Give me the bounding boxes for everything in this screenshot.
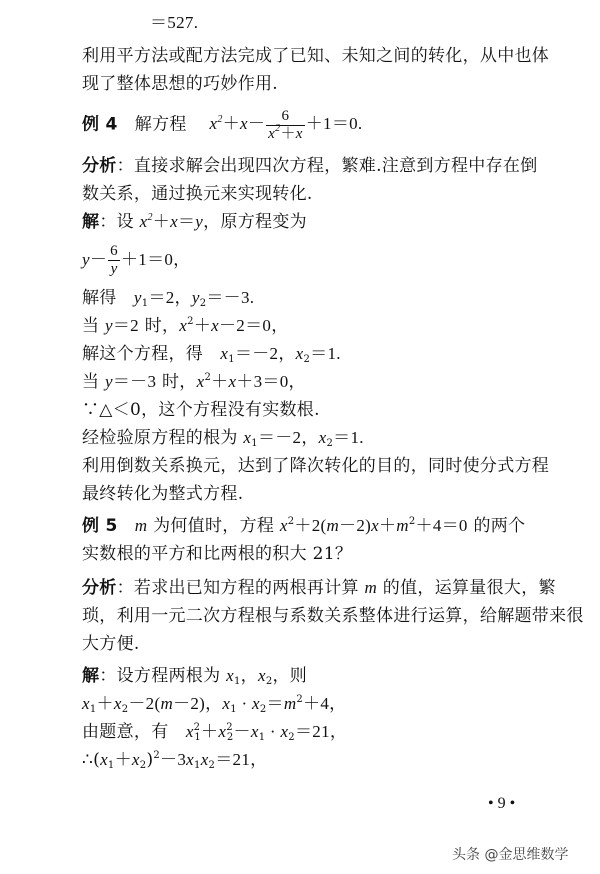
solution-line: 解：设 $x^2+x=y$，原方程变为 [82, 212, 307, 232]
equation-line: y－ $\frac{6}{y}$ ＋1＝0， [82, 243, 191, 277]
analysis-label: 分析 [82, 578, 117, 598]
vieta-line: $x_1+x_2-2(m-2)$，$x_1 \cdot x_2=m^2+4$， [82, 694, 347, 715]
analysis-line: 分析：直接求解会出现四次方程，繁难.注意到方程中存在倒 [82, 156, 538, 176]
paragraph-line: 现了整体思想的巧妙作用. [82, 74, 279, 94]
case-line: 当 y＝2 时，$x^2+x-2=0$， [82, 316, 289, 336]
therefore-line: $\therefore(x_1+x_2)^2-3x_1x_2=21$， [82, 750, 268, 771]
example-label: 例 5 [82, 516, 118, 536]
check-line: 经检验原方程的根为 $x_1=-2$，$x_2=1$. [82, 428, 364, 449]
condition-line: 由题意，有 $x^2_1+x^2_2-x_1 \cdot x_2=21$， [82, 722, 348, 743]
paragraph-line: 利用平方法或配方法完成了已知、未知之间的转化，从中也体 [82, 46, 550, 66]
solve-line: 解这个方程，得 $x_1=-2$，$x_2=1$. [82, 344, 341, 365]
paragraph-line: 最终转化为整式方程. [82, 484, 244, 504]
analysis-label: 分析 [82, 156, 117, 176]
example-label: 例 4 [82, 114, 118, 135]
paragraph-line: 实数根的平方和比两根的积大 21？ [82, 544, 353, 564]
result-line: ＝527. [150, 13, 199, 32]
solve-line: 解得 $y_1=2$，$y_2=-3$. [82, 288, 255, 309]
example-5-line: 例 5 m 为何值时，方程 $x^2+2(m-2)x+m^2+4=0$ 的两个 [82, 516, 526, 536]
paragraph-line: 琐，利用一元二次方程根与系数关系整体进行运算，给解题带来很 [82, 606, 584, 626]
delta-line: ∵△＜0，这个方程没有实数根. [82, 400, 320, 420]
solution-label: 解 [82, 212, 100, 232]
paragraph-line: 利用倒数关系换元，达到了降次转化的目的，同时使分式方程 [82, 456, 550, 476]
page-number: • 9 • [488, 795, 516, 812]
analysis-line: 分析：若求出已知方程的两根再计算 m 的值，运算量很大，繁 [82, 578, 556, 598]
solution-label: 解 [82, 666, 100, 686]
example-text: 解方程 [134, 114, 187, 135]
equation: $x^2+x-$ $\frac{6}{x^2+x}$ ＋1＝0. [209, 108, 363, 142]
paragraph-line: 数关系，通过换元来实现转化. [82, 184, 313, 204]
example-4-line [82, 108, 362, 143]
watermark: 头条 @金思维数学 [452, 847, 569, 863]
solution-line: 解：设方程两根为 $x_1$，$x_2$，则 [82, 666, 308, 687]
paragraph-line: 大方便. [82, 634, 140, 654]
case-line: 当 y＝－3 时，$x^2+x+3=0$， [82, 372, 306, 392]
